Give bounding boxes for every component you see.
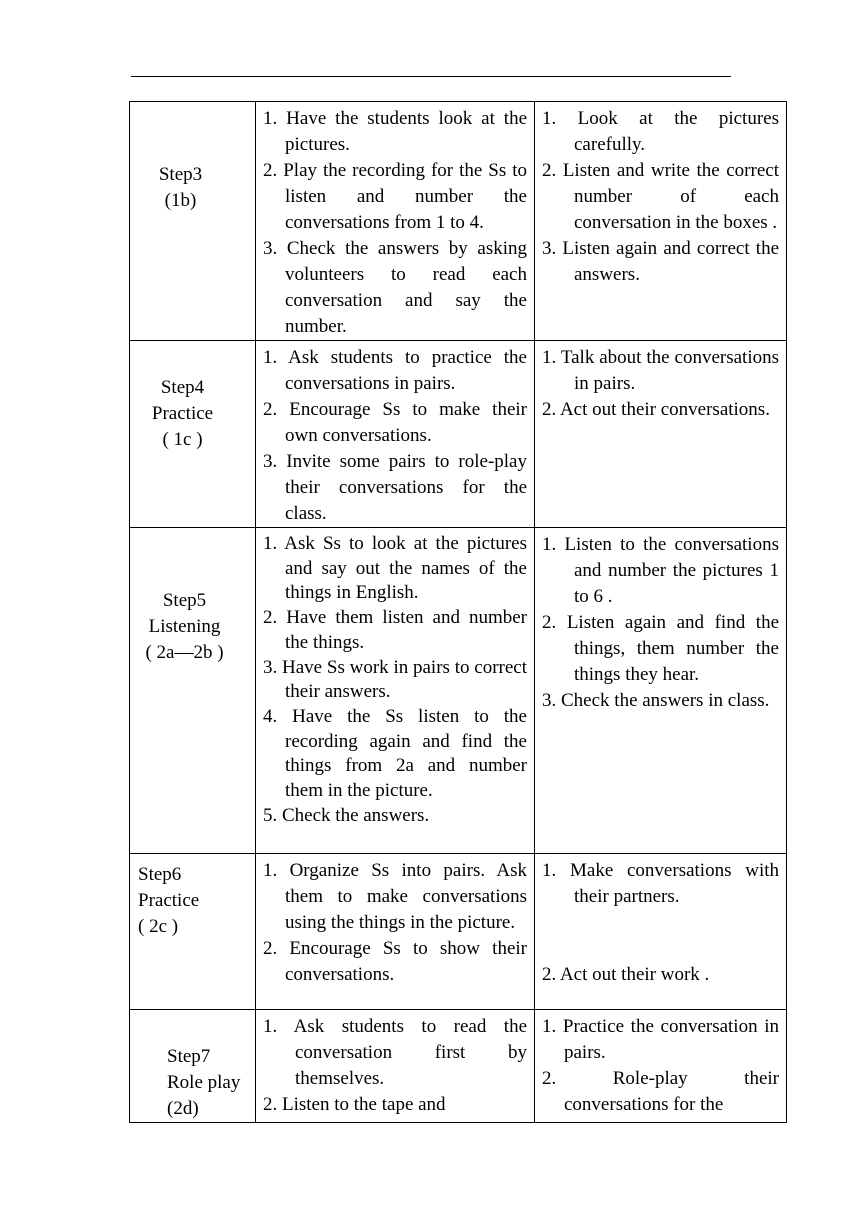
step-title: Step3 bbox=[158, 164, 203, 185]
step-title: Step6 bbox=[138, 864, 182, 885]
step-subtitle: Listening bbox=[148, 616, 221, 637]
list-item: 1. Look at the pictures carefully. bbox=[542, 108, 779, 155]
step-cell bbox=[130, 1010, 256, 1123]
list-item: 2. Act out their conversations. bbox=[542, 399, 770, 420]
list-item: 2. Act out their work . bbox=[542, 964, 710, 985]
step-subtitle: Role play bbox=[167, 1072, 241, 1093]
list-item: 3. Have Ss work in pairs to correct their answers. bbox=[263, 656, 527, 703]
step-reference: ( 1c ) bbox=[162, 429, 203, 450]
step-cell bbox=[130, 341, 256, 528]
list-item: 1. Have the students look at the pictures. bbox=[263, 108, 527, 155]
step-subtitle: Practice bbox=[138, 890, 200, 911]
table-row bbox=[130, 528, 787, 854]
step-reference: ( 2c ) bbox=[138, 916, 179, 937]
table-row bbox=[130, 1010, 787, 1123]
table-row bbox=[130, 854, 787, 1010]
list-item: 3. Check the answers by asking volunteers to read each conversation and say the number. bbox=[263, 238, 527, 337]
teacher-activities-cell bbox=[256, 102, 535, 341]
list-item: 1. Ask students to practice the conversations in pairs. bbox=[263, 347, 527, 394]
table-row bbox=[130, 341, 787, 528]
list-item: 2. Play the recording for the Ss to listen and number the conversations from 1 to 4. bbox=[263, 160, 527, 233]
list-item: 5. Check the answers. bbox=[263, 804, 430, 826]
student-activities-cell bbox=[535, 528, 787, 854]
list-item: 2. Listen and write the correct number of each conversation in the boxes . bbox=[542, 160, 779, 233]
list-item: 2. Encourage Ss to show their conversations. bbox=[263, 938, 527, 985]
teacher-activities-cell bbox=[256, 528, 535, 854]
list-item: 1. Make conversations with their partners. bbox=[542, 860, 779, 907]
student-activities-cell bbox=[535, 1010, 787, 1123]
student-activities-cell bbox=[535, 341, 787, 528]
list-item: 1. Ask students to read the conversation first by themselves. bbox=[263, 1016, 527, 1089]
teacher-activities-cell bbox=[256, 1010, 535, 1123]
list-item: 2. Listen to the tape and bbox=[263, 1094, 446, 1114]
step-cell bbox=[130, 528, 256, 854]
step-reference: ( 2a—2b ) bbox=[145, 642, 224, 663]
list-item: 2. Encourage Ss to make their own conversations. bbox=[263, 399, 527, 446]
table-row bbox=[130, 102, 787, 341]
list-item: 2. Role-play their conversations for the bbox=[542, 1068, 779, 1114]
teacher-activities-cell bbox=[256, 854, 535, 1010]
list-item: 3. Check the answers in class. bbox=[542, 690, 770, 711]
list-item: 1. Practice the conversation in pairs. bbox=[542, 1016, 779, 1063]
list-item: 1. Organize Ss into pairs. Ask them to make conversations using the things in the picture. bbox=[263, 860, 527, 933]
step-title: Step7 bbox=[167, 1046, 211, 1067]
step-title: Step5 bbox=[162, 590, 207, 611]
step-title: Step4 bbox=[160, 377, 205, 398]
list-item: 4. Have the Ss listen to the recording again and find the things from 2a and number them in the picture. bbox=[263, 705, 527, 802]
list-item: 1. Talk about the conversations in pairs. bbox=[542, 347, 779, 394]
list-item: 2. Have them listen and number the things. bbox=[263, 607, 527, 653]
lesson-plan-table bbox=[129, 101, 787, 1123]
list-item: 1. Listen to the conversations and number the pictures 1 to 6 . bbox=[542, 534, 779, 607]
list-item: 2. Listen again and find the things, them number the things they hear. bbox=[542, 612, 779, 685]
teacher-activities-cell bbox=[256, 341, 535, 528]
step-cell bbox=[130, 102, 256, 341]
student-activities-cell bbox=[535, 854, 787, 1010]
student-activities-cell bbox=[535, 102, 787, 341]
step-subtitle: Practice bbox=[151, 403, 214, 424]
step-reference: (2d) bbox=[167, 1098, 199, 1119]
list-item: 1. Ask Ss to look at the pictures and say out the names of the things in English. bbox=[263, 533, 527, 604]
list-item: 3. Invite some pairs to role-play their conversations for the class. bbox=[263, 451, 527, 524]
step-subtitle: (1b) bbox=[164, 190, 197, 211]
step-cell bbox=[130, 854, 256, 1010]
header-rule bbox=[131, 76, 731, 77]
list-item: 3. Listen again and correct the answers. bbox=[542, 238, 779, 285]
